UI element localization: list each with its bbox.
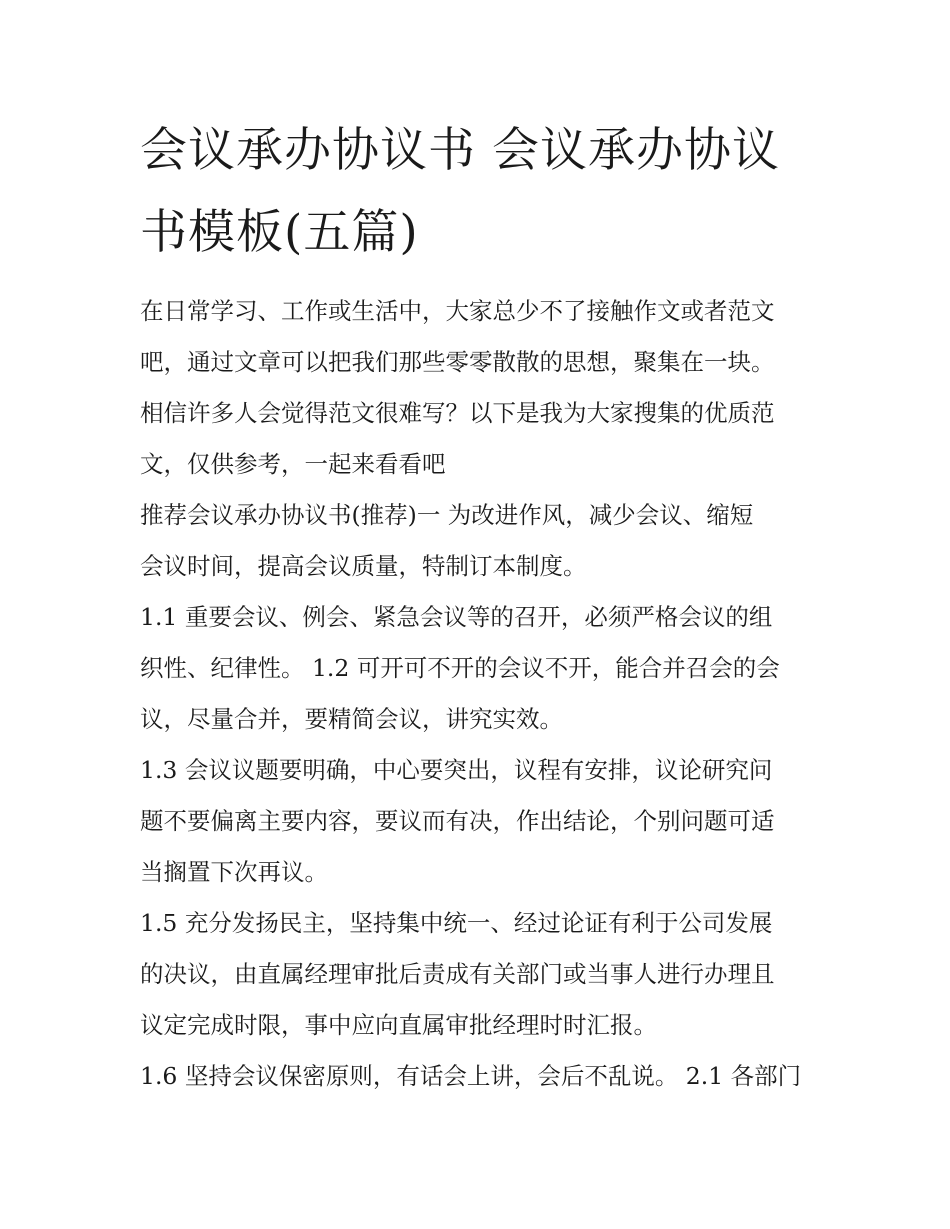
text-line: 当搁置下次再议。 [140,858,328,886]
text-line: 在日常学习、工作或生活中，大家总少不了接触作文或者范文 [140,297,775,325]
text-line: 文，仅供参考，一起来看看吧 [140,450,446,478]
text-line: 相信许多人会觉得范文很难写？以下是我为大家搜集的优质范 [140,399,775,427]
recommend-paragraph [140,490,820,592]
clause-paragraph-1-5 [140,898,820,1051]
text-line: 1.6 坚持会议保密原则，有话会上讲，会后不乱说。 2.1 各部门 [140,1062,802,1090]
title-line: 书模板(五篇) [140,205,419,260]
text-line: 1.3 会议议题要明确，中心要突出，议程有安排，议论研究问 [140,756,773,784]
text-line: 推荐会议承办协议书(推荐)一 为改进作风，减少会议、缩短 [140,501,754,529]
text-line: 题不要偏离主要内容，要议而有决，作出结论，个别问题可适 [140,807,775,835]
clause-paragraph-1-6 [140,1051,820,1102]
text-line: 1.5 充分发扬民主，坚持集中统一、经过论证有利于公司发展 [140,909,773,937]
document-page [140,110,820,1102]
text-line: 议定完成时限，事中应向直属审批经理时时汇报。 [140,1011,657,1039]
intro-paragraph [140,286,820,490]
text-line: 会议时间，提高会议质量，特制订本制度。 [140,552,587,580]
text-line: 的决议，由直属经理审批后责成有关部门或当事人进行办理且 [140,960,775,988]
clause-paragraph-1-1 [140,592,820,745]
text-line: 议，尽量合并，要精简会议，讲究实效。 [140,705,563,733]
text-line: 1.1 重要会议、例会、紧急会议等的召开，必须严格会议的组 [140,603,773,631]
text-line: 织性、纪律性。 1.2 可开可不开的会议不开，能合并召会的会 [140,654,780,682]
clause-paragraph-1-3 [140,745,820,898]
document-title [140,110,820,274]
title-line: 会议承办协议书 会议承办协议 [140,123,780,178]
text-line: 吧，通过文章可以把我们那些零零散散的思想，聚集在一块。 [140,348,775,376]
